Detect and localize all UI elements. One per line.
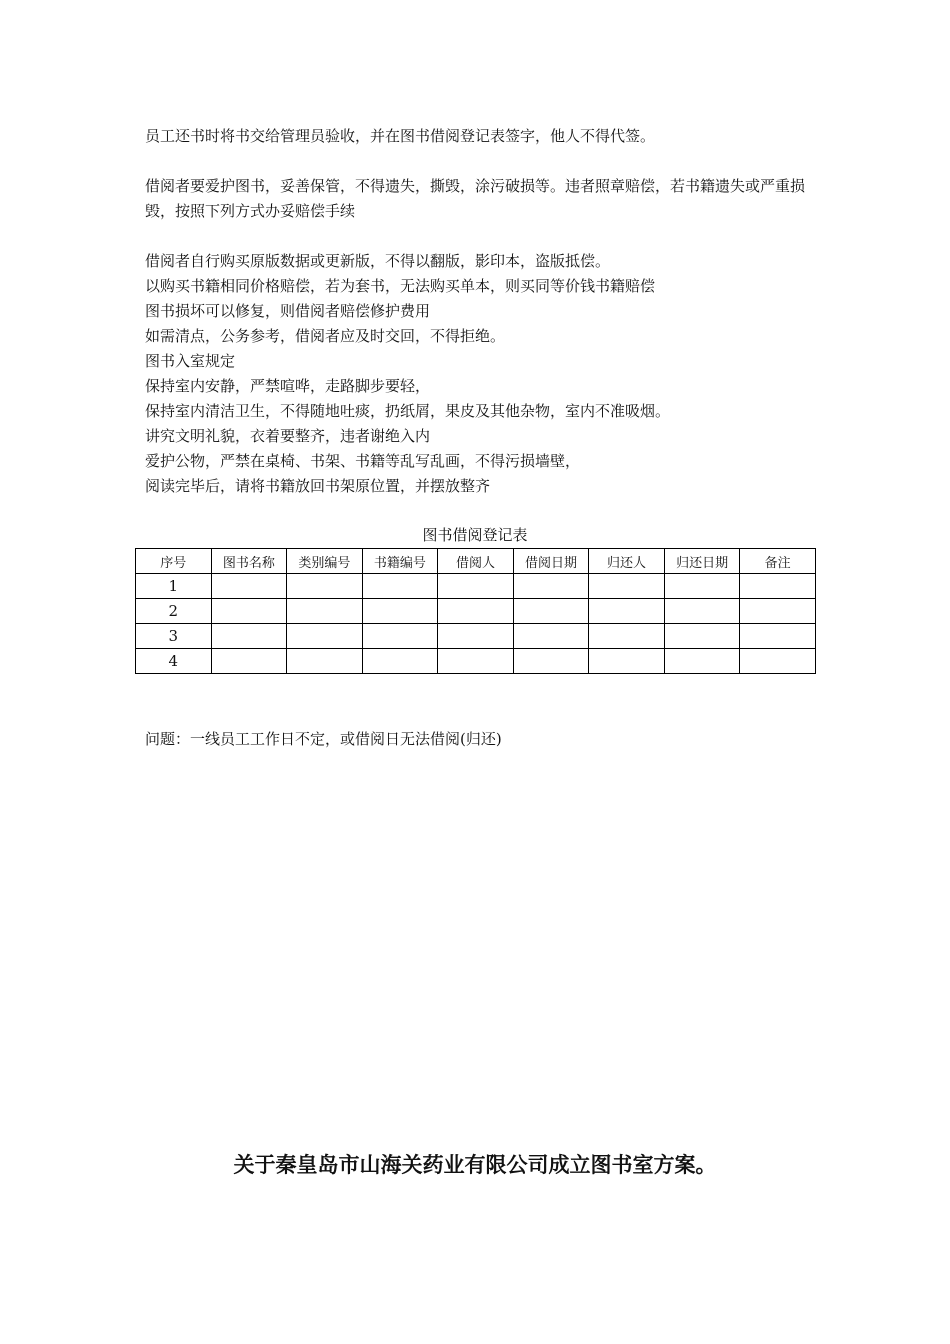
table-row [136,599,816,624]
paragraph-compensation-3: 图书损坏可以修复，则借阅者赔偿修护费用 [145,302,431,320]
header-cell: 归还日期 [664,549,740,574]
row-number-cell: 1 [136,574,212,599]
table-row [136,624,816,649]
header-cell: 备注 [740,549,816,574]
table-cell [740,649,816,674]
table-cell [513,599,589,624]
table-cell [664,624,740,649]
table-cell [287,649,363,674]
table-row [136,574,816,599]
table-header-row [136,549,816,574]
paragraph-return-rule: 员工还书时将书交给管理员验收，并在图书借阅登记表签字，他人不得代签。 [145,127,656,145]
header-cell: 归还人 [589,549,665,574]
table-cell [211,624,287,649]
header-cell: 序号 [136,549,212,574]
rule-courtesy: 讲究文明礼貌，衣着要整齐，违者谢绝入内 [145,427,431,445]
table-title: 图书借阅登记表 [422,526,528,544]
row-number-cell: 3 [136,624,212,649]
table-cell [589,649,665,674]
header-cell: 借阅日期 [513,549,589,574]
table-cell [513,649,589,674]
table-cell [362,574,438,599]
table-cell [211,574,287,599]
header-cell: 书籍编号 [362,549,438,574]
row-number-cell: 2 [136,599,212,624]
table-cell [211,599,287,624]
table-cell [740,599,816,624]
rule-quiet: 保持室内安静，严禁喧哗，走路脚步要轻， [145,377,431,395]
table-cell [362,624,438,649]
row-number-cell: 4 [136,649,212,674]
table-cell [589,599,665,624]
question-note: 问题：一线员工工作日不定，或借阅日无法借阅(归还) [145,730,502,748]
table-cell [362,599,438,624]
table-cell [513,574,589,599]
table-cell [740,574,816,599]
table-cell [664,574,740,599]
paragraph-compensation-2: 以购买书籍相同价格赔偿，若为套书，无法购买单本，则买同等价钱书籍赔偿 [145,277,656,295]
paragraph-compensation-1: 借阅者自行购买原版数据或更新版，不得以翻版，影印本，盗版抵偿。 [145,252,611,270]
document-title: 关于秦皇岛市山海关药业有限公司成立图书室方案。 [233,1153,717,1177]
borrow-register-table [135,548,816,674]
rule-return-books: 阅读完毕后，请将书籍放回书架原位置，并摆放整齐 [145,477,491,495]
rule-clean: 保持室内清洁卫生，不得随地吐痰，扔纸屑，果皮及其他杂物，室内不准吸烟。 [145,402,671,420]
table-row [136,649,816,674]
table-cell [211,649,287,674]
table-cell [438,624,514,649]
table-cell [740,624,816,649]
table-cell [438,649,514,674]
table-cell [513,624,589,649]
table-cell [664,649,740,674]
table-cell [362,649,438,674]
table-cell [287,574,363,599]
header-cell: 借阅人 [438,549,514,574]
header-cell: 图书名称 [211,549,287,574]
table-cell [589,574,665,599]
rule-property: 爱护公物，严禁在桌椅、书架、书籍等乱写乱画，不得污损墙壁， [145,452,581,470]
paragraph-care-rule: 借阅者要爱护图书，妥善保管，不得遗失，撕毁，涂污破损等。违者照章赔偿，若书籍遗失或严重损毁，按照下列方式办妥赔偿手续 [145,177,806,220]
section-heading-room-rules: 图书入室规定 [145,352,236,370]
table-cell [287,624,363,649]
paragraph-inventory: 如需清点，公务参考，借阅者应及时交回，不得拒绝。 [145,327,506,345]
header-cell: 类别编号 [287,549,363,574]
table-cell [438,599,514,624]
table-cell [438,574,514,599]
table-cell [589,624,665,649]
table-cell [287,599,363,624]
table-cell [664,599,740,624]
